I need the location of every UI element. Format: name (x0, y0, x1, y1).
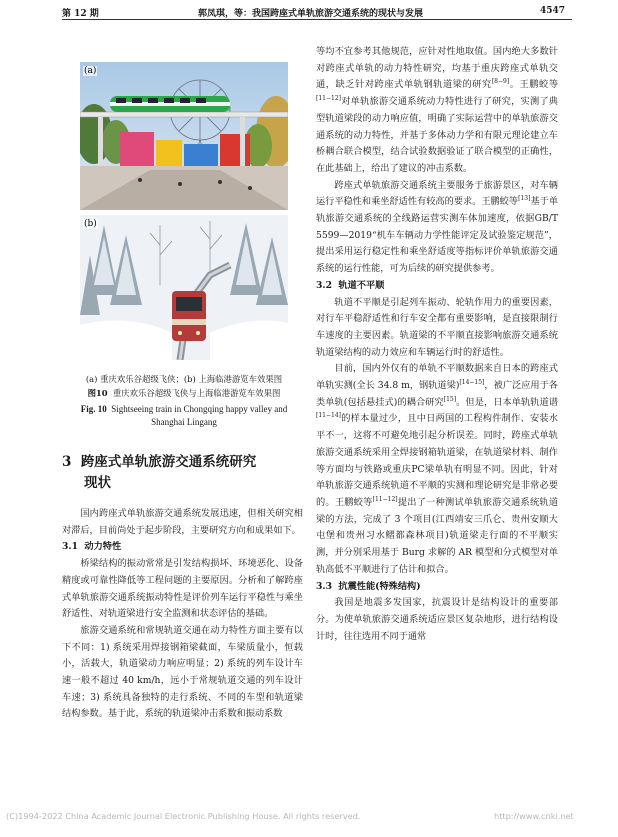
left-column-body (62, 506, 303, 723)
s32-p2-text-d: 的样本量过少，且中日两国的工程构件制作、安装水平不一，这将不可避免地引起分析误差。同时，跨座式单轨旅游交通系统采用全焊接钢箱轨道梁，在轨道梁材料、制作等方面均与铁路或重庆PC梁单轨有明显不同。因此，针对单轨旅游交通系统轨道不平顺的实测和理论研究是非常必要的。王鹏蛟等 (316, 413, 558, 508)
monorail-park-image (80, 62, 288, 210)
copyright-footer: (C)1994-2022 China Academic Journal Electronic Publishing House. All rights reserved. (6, 811, 361, 821)
figure-caption-cn-label: 图10 (87, 388, 108, 398)
s32-p2-text-c: 。但是，日本单轨轨道谱 (456, 396, 559, 408)
page-number: 4547 (540, 6, 566, 16)
subsection-3-2-para-1: 轨道不平顺是引起列车振动、轮轨作用力的重要因素，对行车平稳舒适性和行车安全都有重要影响，是直接限制行车速度的主要因素。轨道梁的不平顺直接影响旅游交通系统轨道梁结构的动力效应和车辆运行时的舒适性。 (316, 296, 558, 358)
subsection-3-1-number: 3.1 (62, 541, 78, 553)
citation: [11−14] (316, 412, 341, 420)
subsection-3-2-heading (316, 278, 558, 295)
right-para-2-text-b: 基于单轨旅游交通系统的全线路运营实测车体加速度，依据GB/T 5599—2019“机车车辆动力学性能评定及试验鉴定规范”，提出采用运行稳定性和乘坐舒适度等指标评价单轨旅游交通系统的运行性能，可为后续的研究提供参考。 (316, 196, 559, 275)
figure-10a-photo (80, 62, 288, 210)
citation: [15] (443, 395, 457, 403)
figure-caption-cn-text: 重庆欢乐谷超级飞侠与上海临港游览车效果图 (112, 388, 281, 398)
subsection-3-3-heading (316, 579, 558, 596)
right-para-1 (316, 44, 558, 178)
header-rule (62, 19, 572, 20)
right-para-1-text-c: 对单轨旅游交通系统动力特性进行了研究，实测了典型轨道梁段的动力响应值，明确了实际运营中的单轨旅游交通系统的动力特性，并基于多体动力学和有限元理论建立车桥耦合联合模型，结合试验数据验证了联合模型的正确性，在此基础上，给出了建议的冲击系数。 (316, 96, 558, 174)
cnki-url-footer: http://www.cnki.net (494, 811, 574, 821)
figure-label-b: (b) (84, 219, 97, 229)
section-3-title-line1: 跨座式单轨旅游交通系统研究 (80, 454, 257, 470)
figure-caption-en-label: Fig. 10 (80, 404, 107, 414)
figure-caption-cn (66, 387, 302, 400)
figure-label-a: (a) (84, 66, 97, 76)
citation: [8−9] (491, 78, 510, 86)
figure-caption-subpanels: (a) 重庆欢乐谷超级飞侠；(b) 上海临港游览车效果图 (85, 374, 283, 384)
subsection-3-2-number: 3.2 (316, 279, 332, 291)
subsection-3-1-title: 动力特性 (84, 541, 122, 553)
subsection-3-1-para-2: 旅游交通系统和常规轨道交通在动力特性方面主要有以下不同：1) 系统采用焊接钢箱梁截面，车梁质量小，恒载小，活载大，轨道梁动力响应明显；2) 系统的列车设计车速一般不超过 40 km/h，远小于常规轨道交通的列车设计车速；3) 系统具备独特的走行系统、不同的车型和轨道梁结构参数。基于此，系统的轨道梁冲击系数和振动系数 (62, 624, 303, 720)
subsection-3-1-para-1: 桥梁结构的振动常常是引发结构损坏、环境恶化、设备精度或可靠性降低等工程问题的主要原因。分析和了解跨座式单轨旅游交通系统振动特性是评价列车运行平稳性与乘坐舒适性、对轨道梁进行安全监测和状态评估的基础。 (62, 558, 303, 620)
figure-caption-en (60, 403, 308, 428)
citation: [13] (518, 195, 531, 203)
subsection-3-3-number: 3.3 (316, 580, 332, 592)
section-3-intro: 国内跨座式单轨旅游交通系统发展迅速，但相关研究相对滞后，目前尚处于起步阶段，主要研究方向和成果如下。 (62, 508, 303, 536)
citation: [11−12] (316, 95, 341, 103)
citation: [14−15] (459, 379, 485, 386)
right-para-1-text: 等均不宜参考其他规范，应针对性地取值。国内绝大多数针对跨座式单轨的动力特性研究，均基于重庆跨座式单轨交通，缺乏针对跨座式单轨钢轨道梁的研究 (316, 46, 558, 91)
right-para-2 (316, 178, 558, 278)
right-para-2-text: 跨座式单轨旅游交通系统主要服务于旅游景区，对车辆运行平稳性和乘坐舒适性有较高的要求。王鹏蛟等 (316, 179, 558, 208)
section-3-heading (62, 452, 256, 494)
issue-number: 第 12 期 (62, 9, 99, 19)
subsection-3-2-para-2 (316, 361, 558, 578)
subsection-3-2-title: 轨道不平顺 (338, 279, 385, 291)
right-para-1-text-b: 。王鹏蛟等 (509, 79, 559, 91)
citation: [11−12] (372, 495, 398, 503)
snow-sightseeing-train-image (80, 215, 288, 360)
section-3-title-line2: 现状 (84, 475, 111, 491)
figure-caption-en-text-2: Shanghai Lingang (151, 416, 217, 427)
figure-10b-photo (80, 215, 288, 360)
subsection-3-3-title: 抗震性能(特殊结构) (338, 580, 421, 592)
subsection-3-1-heading (62, 539, 303, 556)
section-3-number: 3 (62, 454, 72, 470)
figure-caption-en-text-1: Sightseeing train in Chongqing happy valley and (111, 404, 288, 414)
s32-p2-text: 目前，国内外仅有的单轨不平顺数据来自日本的跨座式单轨实测(全长 34.8 m，钢轨道梁) (316, 363, 558, 392)
right-column-body (316, 44, 558, 645)
running-title: 郭凤琪，等：我国跨座式单轨旅游交通系统的现状与发展 (198, 9, 424, 19)
s32-p2-text-e: 提出了一种测试单轨旅游交通系统轨道梁的方法，完成了 3 个项目(江西靖安三爪仑、贵州安顺大屯堡和贵州习水鳛都森林项目)轨道梁走行面的不平顺实测，并分别采用基于 Burg 求解的 AR 模型和分式模型对单轨高低不平顺进行了估计和拟合。 (316, 496, 559, 575)
s32-p2-text-b: ，被广泛应用于各类单轨(包括悬挂式)的耦合研究 (316, 380, 558, 408)
subsection-3-3-para-1: 我国是地震多发国家，抗震设计是结构设计的重要部分。为使单轨旅游交通系统适应景区复杂地形，进行结构设计时，往往选用不同于通常 (316, 597, 558, 642)
